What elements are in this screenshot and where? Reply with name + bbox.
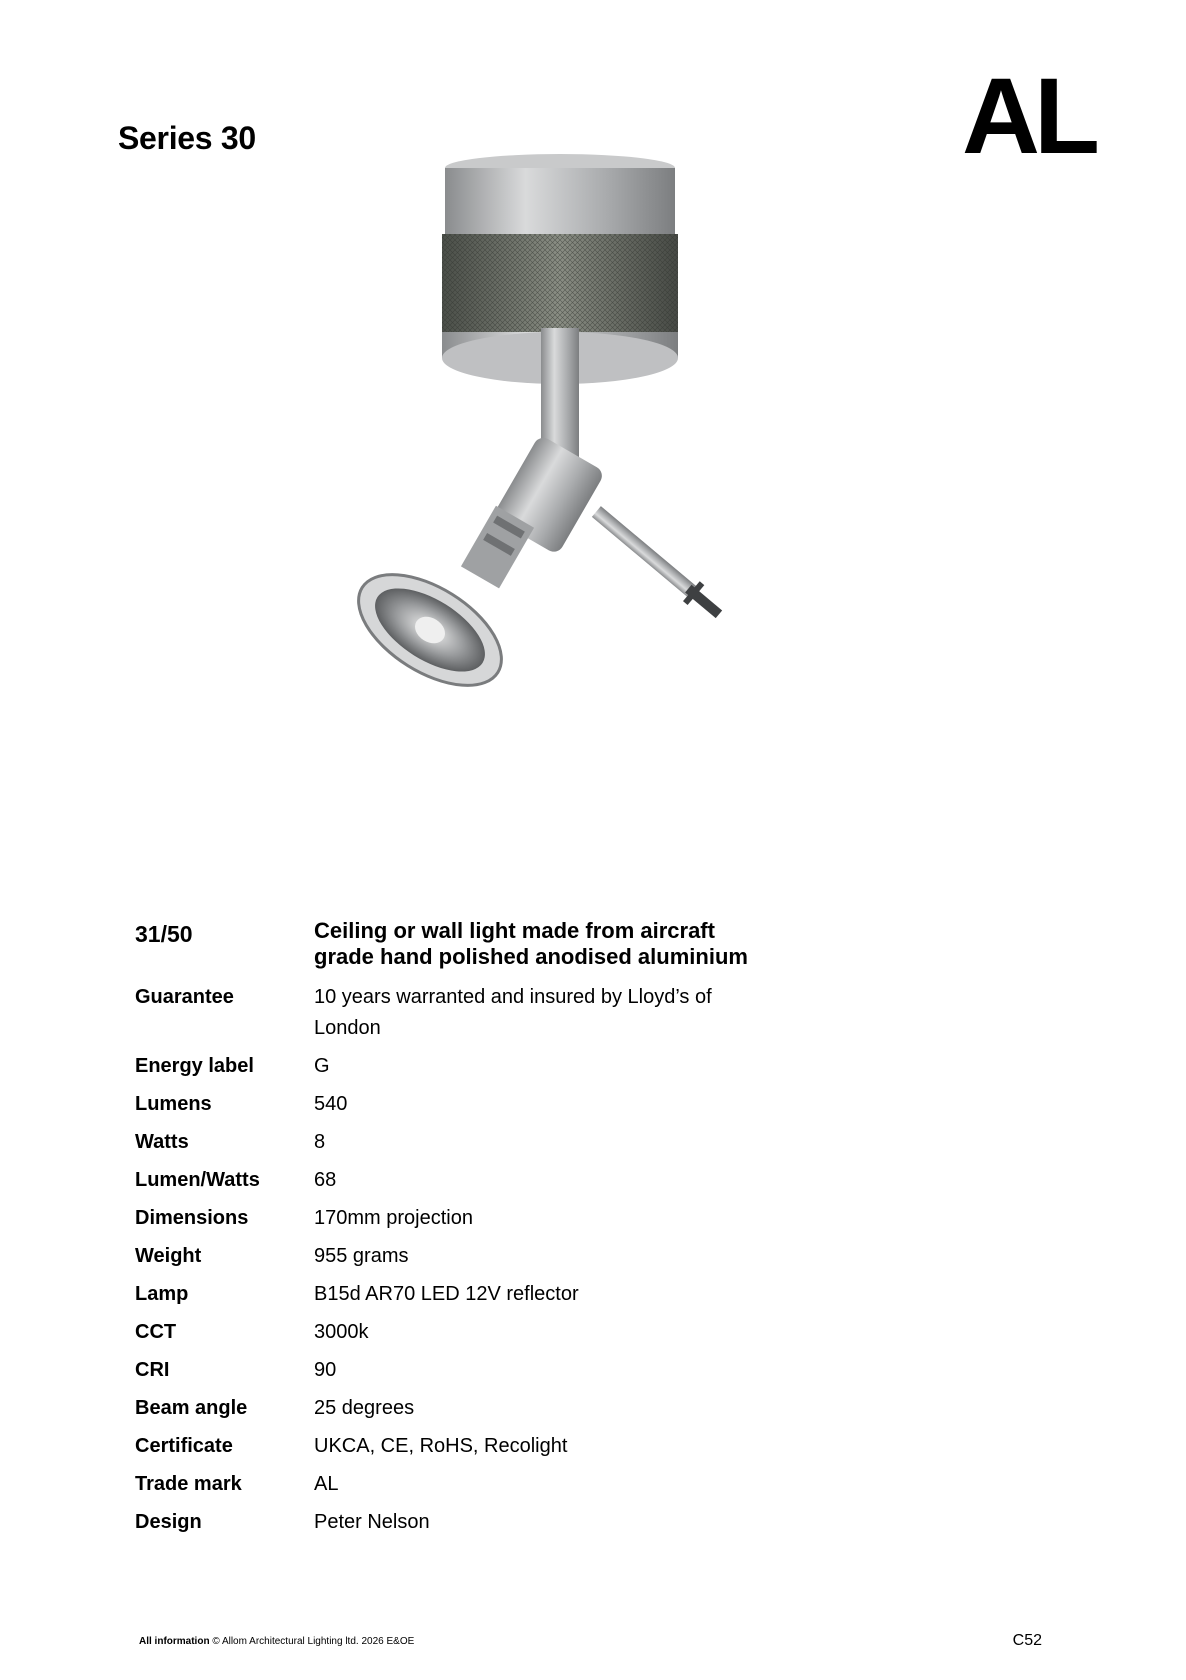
spec-value: 540	[314, 1093, 348, 1115]
spec-row	[135, 1051, 835, 1082]
spec-label: Certificate	[135, 1435, 233, 1457]
spec-value: 25 degrees	[314, 1397, 415, 1419]
spec-value: 3000k	[314, 1321, 369, 1343]
spec-label: Lumens	[135, 1093, 212, 1115]
product-code: 31/50	[135, 921, 193, 947]
spec-value: AL	[314, 1473, 339, 1495]
brand-logo: AL	[962, 55, 1094, 176]
spec-value: 68	[314, 1169, 337, 1191]
spec-row	[135, 1393, 835, 1424]
spec-label: Watts	[135, 1131, 189, 1153]
spec-row	[135, 1317, 835, 1348]
page-number: C52	[1012, 1632, 1042, 1649]
spec-label: Lumen/Watts	[135, 1169, 260, 1191]
spec-value: G	[314, 1055, 330, 1077]
spec-value: B15d AR70 LED 12V reflector	[314, 1283, 579, 1305]
series-title: Series 30	[118, 120, 256, 156]
spec-label: Energy label	[135, 1055, 254, 1077]
footer-info-label: All information	[139, 1636, 210, 1647]
spec-row	[135, 1127, 835, 1158]
spec-value: 90	[314, 1359, 337, 1381]
spec-header	[135, 918, 835, 970]
spec-value: 955 grams	[314, 1245, 409, 1267]
spec-label: CCT	[135, 1321, 177, 1343]
spec-label: Lamp	[135, 1283, 189, 1305]
spec-row	[135, 1241, 835, 1272]
spec-row	[135, 1203, 835, 1234]
product-photo	[350, 150, 760, 750]
spec-row	[135, 1431, 835, 1462]
spec-label: Weight	[135, 1245, 202, 1267]
spec-row	[135, 1089, 835, 1120]
spec-label: Guarantee	[135, 986, 234, 1008]
spec-value: 170mm projection	[314, 1207, 473, 1229]
spec-value: 8	[314, 1131, 326, 1153]
spec-row	[135, 1507, 835, 1538]
spec-value: UKCA, CE, RoHS, Recolight	[314, 1435, 568, 1457]
spec-label: Dimensions	[135, 1207, 249, 1229]
spec-row	[135, 982, 835, 1044]
product-description: Ceiling or wall light made from aircraft grade hand polished anodised aluminium	[314, 918, 748, 969]
spec-label: Beam angle	[135, 1397, 248, 1419]
spec-value: Peter Nelson	[314, 1511, 430, 1533]
spec-table	[135, 918, 835, 1545]
spec-value: 10 years warranted and insured by Lloyd’s of London	[314, 986, 712, 1039]
spec-row	[135, 1355, 835, 1386]
spec-label: CRI	[135, 1359, 170, 1381]
spec-label: Design	[135, 1511, 202, 1533]
spec-row	[135, 1469, 835, 1500]
spec-label: Trade mark	[135, 1473, 242, 1495]
footer-copyright-text: © Allom Architectural Lighting ltd. 2026 E&OE	[212, 1636, 415, 1647]
footer-copyright	[139, 1636, 414, 1647]
spec-rows	[135, 982, 835, 1538]
spec-row	[135, 1165, 835, 1196]
spec-row	[135, 1279, 835, 1310]
